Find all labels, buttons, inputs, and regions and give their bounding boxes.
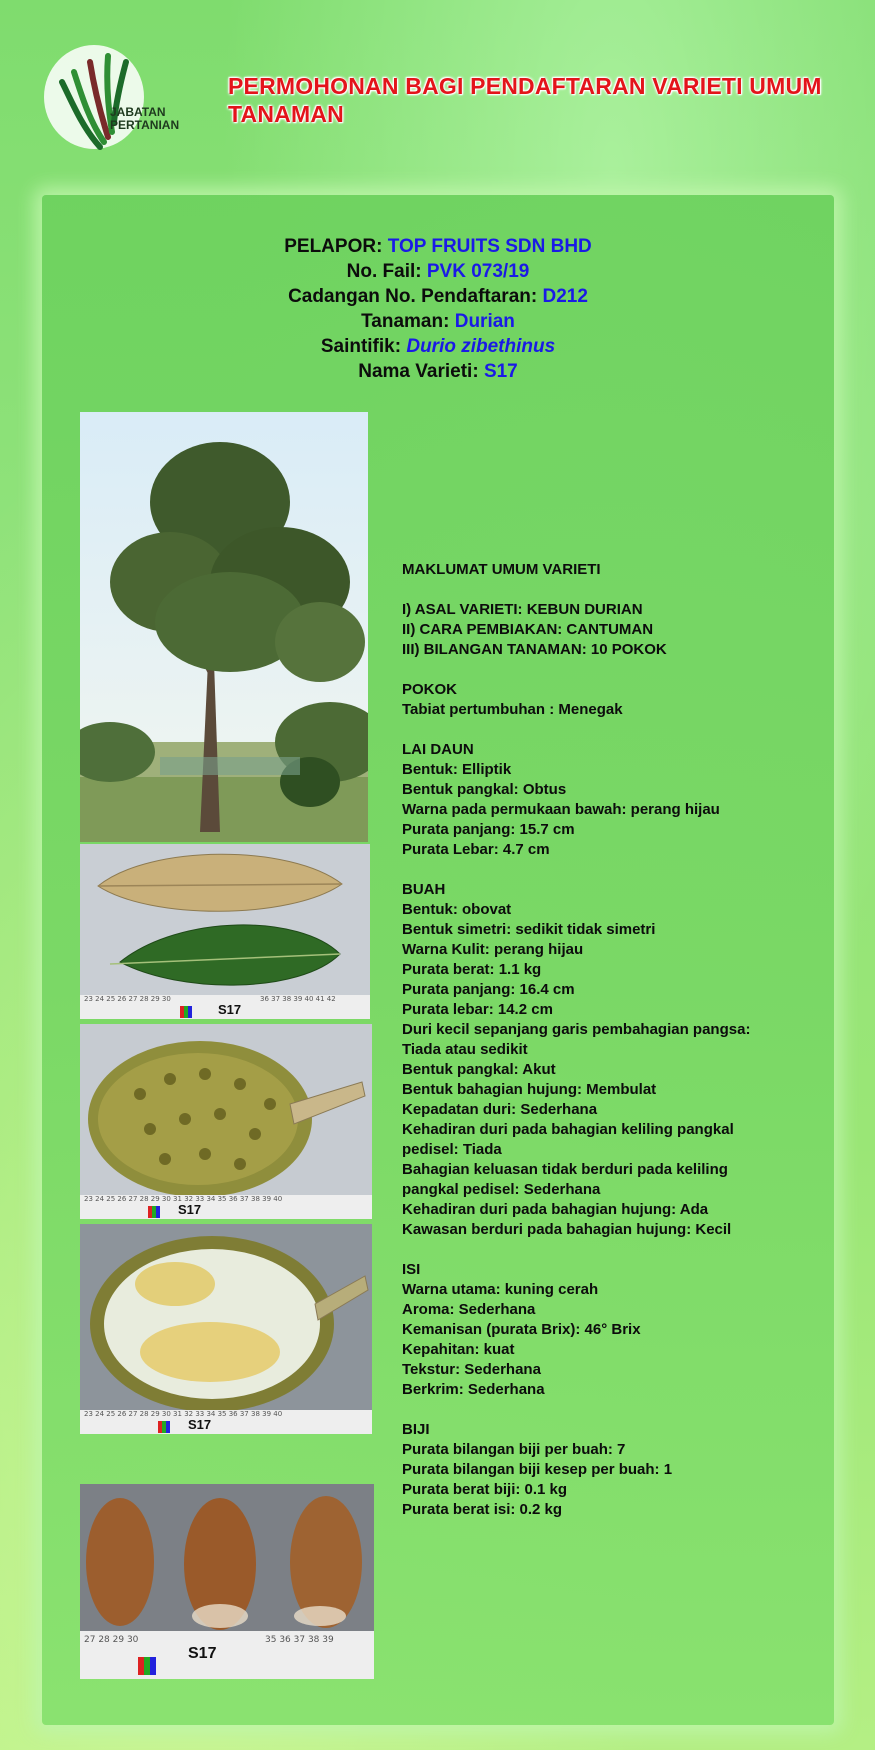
detail-line: III) BILANGAN TANAMAN: 10 POKOK — [402, 641, 667, 658]
detail-line: pangkal pedisel: Sederhana — [402, 1181, 601, 1198]
pelapor-value: TOP FRUITS SDN BHD — [387, 236, 592, 257]
seed-ruler-numbers-right: 35 36 37 38 39 — [265, 1635, 334, 1645]
color-checker-icon — [180, 1006, 192, 1018]
detail-line: Purata lebar: 14.2 cm — [402, 1001, 553, 1018]
detail-line: Bahagian keluasan tidak berduri pada keliling — [402, 1161, 728, 1178]
detail-line: Purata bilangan biji kesep per buah: 1 — [402, 1461, 673, 1478]
detail-line: Purata berat: 1.1 kg — [402, 961, 542, 978]
detail-line: Bentuk: obovat — [402, 901, 512, 918]
detail-line: Bentuk pangkal: Akut — [402, 1061, 556, 1078]
detail-line: II) CARA PEMBIAKAN: CANTUMAN — [402, 621, 654, 638]
nofail-label: No. Fail: — [346, 261, 422, 282]
buah-list — [402, 900, 842, 1240]
detail-line: Berkrim: Sederhana — [402, 1381, 545, 1398]
detail-line: Bentuk simetri: sedikit tidak simetri — [402, 921, 656, 938]
saintifik-value: Durio zibethinus — [406, 336, 556, 357]
detail-line: Kemanisan (purata Brix): 46° Brix — [402, 1321, 641, 1338]
color-checker-icon — [158, 1421, 170, 1433]
nofail-line — [42, 259, 834, 284]
cut-fruit-ruler-numbers: 23 24 25 26 27 28 29 30 31 32 33 34 35 36 37 38 39 40 — [84, 1410, 283, 1418]
detail-line: Duri kecil sepanjang garis pembahagian pangsa: — [402, 1021, 751, 1038]
tanaman-value: Durian — [454, 311, 515, 332]
detail-line: Tabiat pertumbuhan : Menegak — [402, 701, 623, 718]
detail-line: Aroma: Sederhana — [402, 1301, 536, 1318]
tanaman-label: Tanaman: — [361, 311, 450, 332]
saintifik-line — [42, 334, 834, 359]
nofail-value: PVK 073/19 — [426, 261, 530, 282]
cut-fruit-photo — [80, 1224, 372, 1434]
page-title: PERMOHONAN BAGI PENDAFTARAN VARIETI UMUM TANAMAN — [228, 73, 822, 127]
detail-line: Kehadiran duri pada bahagian keliling pangkal — [402, 1121, 734, 1138]
detail-line: Tiada atau sedikit — [402, 1041, 528, 1058]
detail-line: Purata panjang: 15.7 cm — [402, 821, 575, 838]
detail-line: I) ASAL VARIETI: KEBUN DURIAN — [402, 601, 643, 618]
logo-text — [110, 106, 179, 132]
detail-line: Warna utama: kuning cerah — [402, 1281, 599, 1298]
varieti-value: S17 — [483, 361, 518, 382]
seed-ruler — [80, 1631, 374, 1679]
color-checker-icon — [148, 1206, 160, 1218]
isi-heading: ISI — [402, 1261, 421, 1278]
varieti-line — [42, 359, 834, 384]
detail-line: Bentuk pangkal: Obtus — [402, 781, 567, 798]
variety-details — [402, 560, 842, 1520]
fruit-photo — [80, 1024, 372, 1219]
daun-list — [402, 760, 842, 860]
fruit-label: S17 — [178, 1202, 202, 1217]
cadangan-value: D212 — [542, 286, 588, 307]
detail-line: Purata panjang: 16.4 cm — [402, 981, 575, 998]
pelapor-line — [42, 234, 834, 259]
detail-line: Warna Kulit: perang hijau — [402, 941, 584, 958]
saintifik-label: Saintifik: — [320, 336, 402, 357]
detail-line: Purata berat isi: 0.2 kg — [402, 1501, 563, 1518]
jabatan-pertanian-logo — [42, 42, 202, 157]
seed-label: S17 — [188, 1645, 217, 1662]
application-info — [42, 234, 834, 384]
detail-line: Purata Lebar: 4.7 cm — [402, 841, 550, 858]
detail-line: Bentuk: Elliptik — [402, 761, 512, 778]
seed-ruler-numbers: 27 28 29 30 — [84, 1635, 139, 1645]
buah-heading: BUAH — [402, 881, 446, 898]
fruit-ruler-numbers: 23 24 25 26 27 28 29 30 31 32 33 34 35 36 37 38 39 40 — [84, 1195, 283, 1203]
pelapor-label: PELAPOR: — [284, 236, 383, 257]
leaf-ruler-numbers: 23 24 25 26 27 28 29 30 — [84, 995, 171, 1003]
logo-text-line1: JABATAN — [110, 105, 166, 119]
leaf-photo — [80, 844, 370, 1019]
tree-photo — [80, 412, 368, 842]
detail-line: Tekstur: Sederhana — [402, 1361, 541, 1378]
detail-line: Kepadatan duri: Sederhana — [402, 1101, 598, 1118]
seed-photo — [80, 1484, 374, 1679]
pokok-heading: POKOK — [402, 681, 458, 698]
tanaman-line — [42, 309, 834, 334]
biji-list — [402, 1440, 842, 1520]
detail-line: Bentuk bahagian hujung: Membulat — [402, 1081, 657, 1098]
leaf-label: S17 — [218, 1002, 242, 1017]
detail-line: Purata bilangan biji per buah: 7 — [402, 1441, 626, 1458]
pokok-list — [402, 700, 842, 720]
detail-line: Kawasan berduri pada bahagian hujung: Kecil — [402, 1221, 732, 1238]
detail-line: Warna pada permukaan bawah: perang hijau — [402, 801, 720, 818]
detail-line: Kepahitan: kuat — [402, 1341, 515, 1358]
fruit-ruler — [80, 1195, 372, 1219]
color-checker-icon — [138, 1657, 156, 1675]
biji-heading: BIJI — [402, 1421, 430, 1438]
varieti-label: Nama Varieti: — [358, 361, 479, 382]
cut-fruit-label: S17 — [188, 1417, 212, 1432]
cadangan-label: Cadangan No. Pendaftaran: — [288, 286, 538, 307]
daun-heading: LAI DAUN — [402, 741, 474, 758]
general-heading: MAKLUMAT UMUM VARIETI — [402, 561, 601, 578]
leaf-ruler — [80, 995, 370, 1019]
detail-line: Kehadiran duri pada bahagian hujung: Ada — [402, 1201, 709, 1218]
logo-text-line2: PERTANIAN — [110, 118, 180, 132]
detail-line: Purata berat biji: 0.1 kg — [402, 1481, 568, 1498]
general-list — [402, 600, 842, 660]
leaf-ruler-numbers-right: 36 37 38 39 40 41 42 — [260, 995, 336, 1003]
isi-list — [402, 1280, 842, 1400]
detail-line: pedisel: Tiada — [402, 1141, 502, 1158]
cut-fruit-ruler — [80, 1410, 372, 1434]
cadangan-line — [42, 284, 834, 309]
